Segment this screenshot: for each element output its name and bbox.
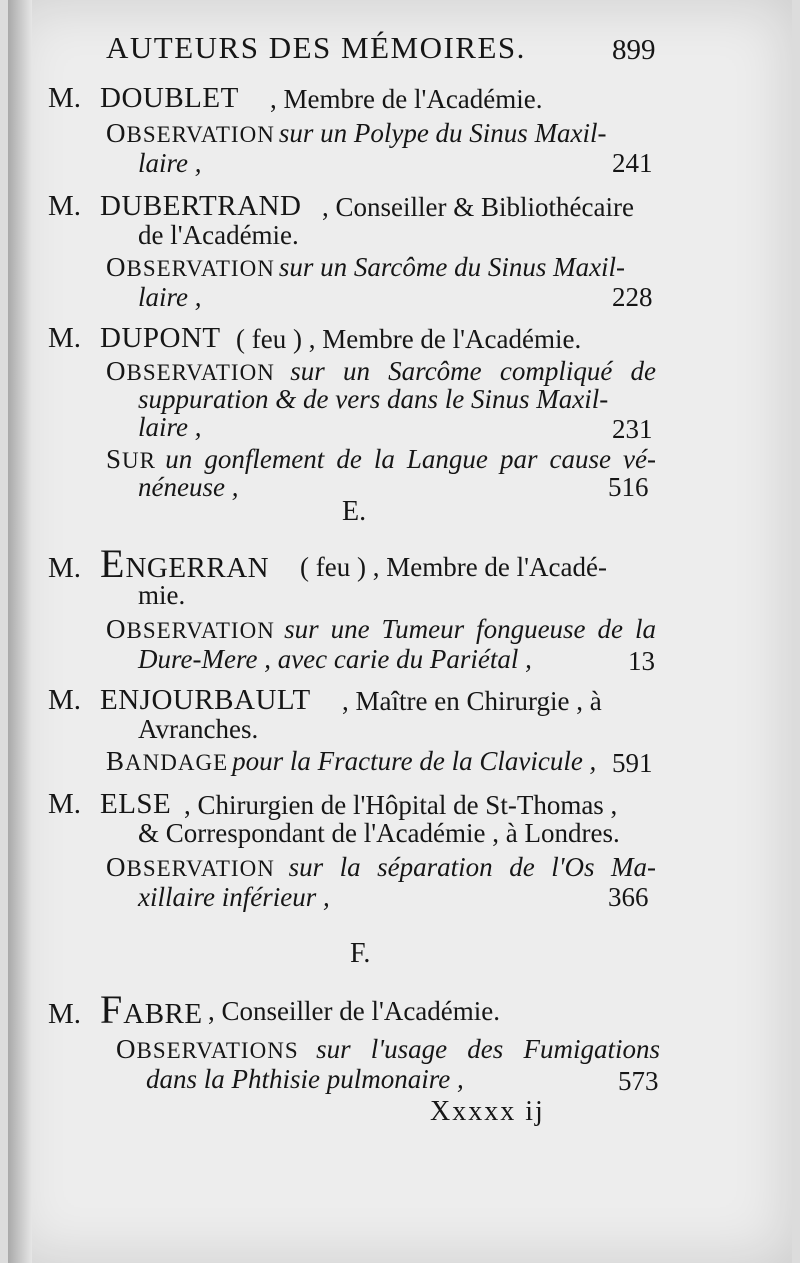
work-kind: SUR — [106, 444, 156, 474]
work-title: sur un Sarcôme compliqué de — [290, 356, 656, 386]
work-page: 231 — [612, 414, 653, 444]
entry-prefix: M. — [48, 998, 82, 1030]
author-name-doublet: DOUBLET — [100, 82, 239, 114]
author-role-cont: Avranches. — [138, 714, 259, 744]
work-kind: OBSERVATION — [106, 118, 275, 148]
work-line — [106, 746, 596, 777]
entry-prefix: M. — [48, 190, 82, 222]
work-title: pour la Fracture de la Clavicule , — [232, 746, 597, 776]
section-letter: E. — [342, 496, 367, 527]
work-page: 591 — [612, 748, 653, 778]
author-name-else: ELSE — [100, 788, 172, 820]
work-kind: OBSERVATION — [106, 252, 275, 282]
work-kind: OBSERVATION — [106, 852, 275, 882]
author-name-enjourbault: ENJOURBAULT — [100, 684, 311, 716]
work-title-cont: laire , — [138, 412, 202, 442]
work-kind: OBSERVATION — [106, 356, 275, 386]
work-title: sur l'usage des Fumigations — [316, 1034, 660, 1064]
work-line — [106, 444, 656, 475]
work-page: 573 — [618, 1066, 659, 1096]
work-title-cont: néneuse , — [138, 472, 239, 502]
work-title-cont: xillaire inférieur , — [138, 882, 330, 912]
author-role: , Chirurgien de l'Hôpital de St-Thomas , — [184, 790, 618, 820]
work-line — [106, 614, 656, 645]
work-title-cont: suppuration & de vers dans le Sinus Maxil- — [138, 384, 609, 414]
work-kind: OBSERVATION — [106, 614, 275, 644]
work-title: sur une Tumeur fongueuse de la — [284, 614, 657, 644]
author-role: ( feu ) , Membre de l'Acadé- — [300, 552, 607, 582]
work-title: un gonflement de la Langue par cause vé- — [165, 444, 656, 474]
signature-mark: Xxxxx ij — [430, 1096, 545, 1127]
work-title: sur un Polype du Sinus Maxil- — [278, 118, 607, 148]
author-role: ( feu ) , Membre de l'Académie. — [236, 324, 582, 354]
author-name-fabre: FABRE — [100, 987, 203, 1032]
work-title-cont: laire , — [138, 282, 202, 312]
work-page: 366 — [608, 882, 649, 912]
work-title-cont: laire , — [138, 148, 202, 178]
author-role: , Conseiller de l'Académie. — [208, 996, 501, 1026]
work-line — [106, 118, 656, 149]
work-kind: OBSERVATIONS — [116, 1034, 299, 1064]
page-number: 899 — [612, 34, 656, 66]
author-role: , Maître en Chirurgie , à — [342, 686, 602, 716]
work-title-cont: Dure-Mere , avec carie du Pariétal , — [138, 644, 532, 674]
author-role: , Conseiller & Bibliothécaire — [322, 192, 634, 222]
work-line — [106, 356, 656, 387]
entry-prefix: M. — [48, 684, 82, 716]
work-title: sur la séparation de l'Os Ma- — [288, 852, 657, 882]
author-role-cont: & Correspondant de l'Académie , à Londres. — [138, 818, 620, 848]
author-name-dupont: DUPONT — [100, 322, 221, 354]
section-letter: F. — [350, 938, 371, 969]
work-line — [106, 852, 656, 883]
work-page: 516 — [608, 472, 649, 502]
page-spine-shadow — [8, 0, 32, 1263]
author-name-engerran: ENGERRAN — [100, 541, 270, 586]
author-role-cont: de l'Académie. — [138, 220, 299, 250]
entry-prefix: M. — [48, 322, 82, 354]
book-page — [8, 0, 792, 1263]
entry-prefix: M. — [48, 552, 82, 584]
work-title: sur un Sarcôme du Sinus Maxil- — [278, 252, 626, 282]
author-name-dubertrand: DUBERTRAND — [100, 190, 302, 222]
entry-prefix: M. — [48, 82, 82, 114]
author-role: , Membre de l'Académie. — [270, 84, 543, 114]
author-role-cont: mie. — [138, 580, 186, 610]
work-page: 13 — [628, 646, 655, 676]
work-line — [106, 252, 656, 283]
work-page: 241 — [612, 148, 653, 178]
entry-prefix: M. — [48, 788, 82, 820]
work-title-cont: dans la Phthisie pulmonaire , — [146, 1064, 464, 1094]
running-header: AUTEURS DES MÉMOIRES. — [106, 30, 526, 65]
work-page: 228 — [612, 282, 653, 312]
work-kind: BANDAGE — [106, 746, 229, 776]
work-line — [116, 1034, 660, 1065]
